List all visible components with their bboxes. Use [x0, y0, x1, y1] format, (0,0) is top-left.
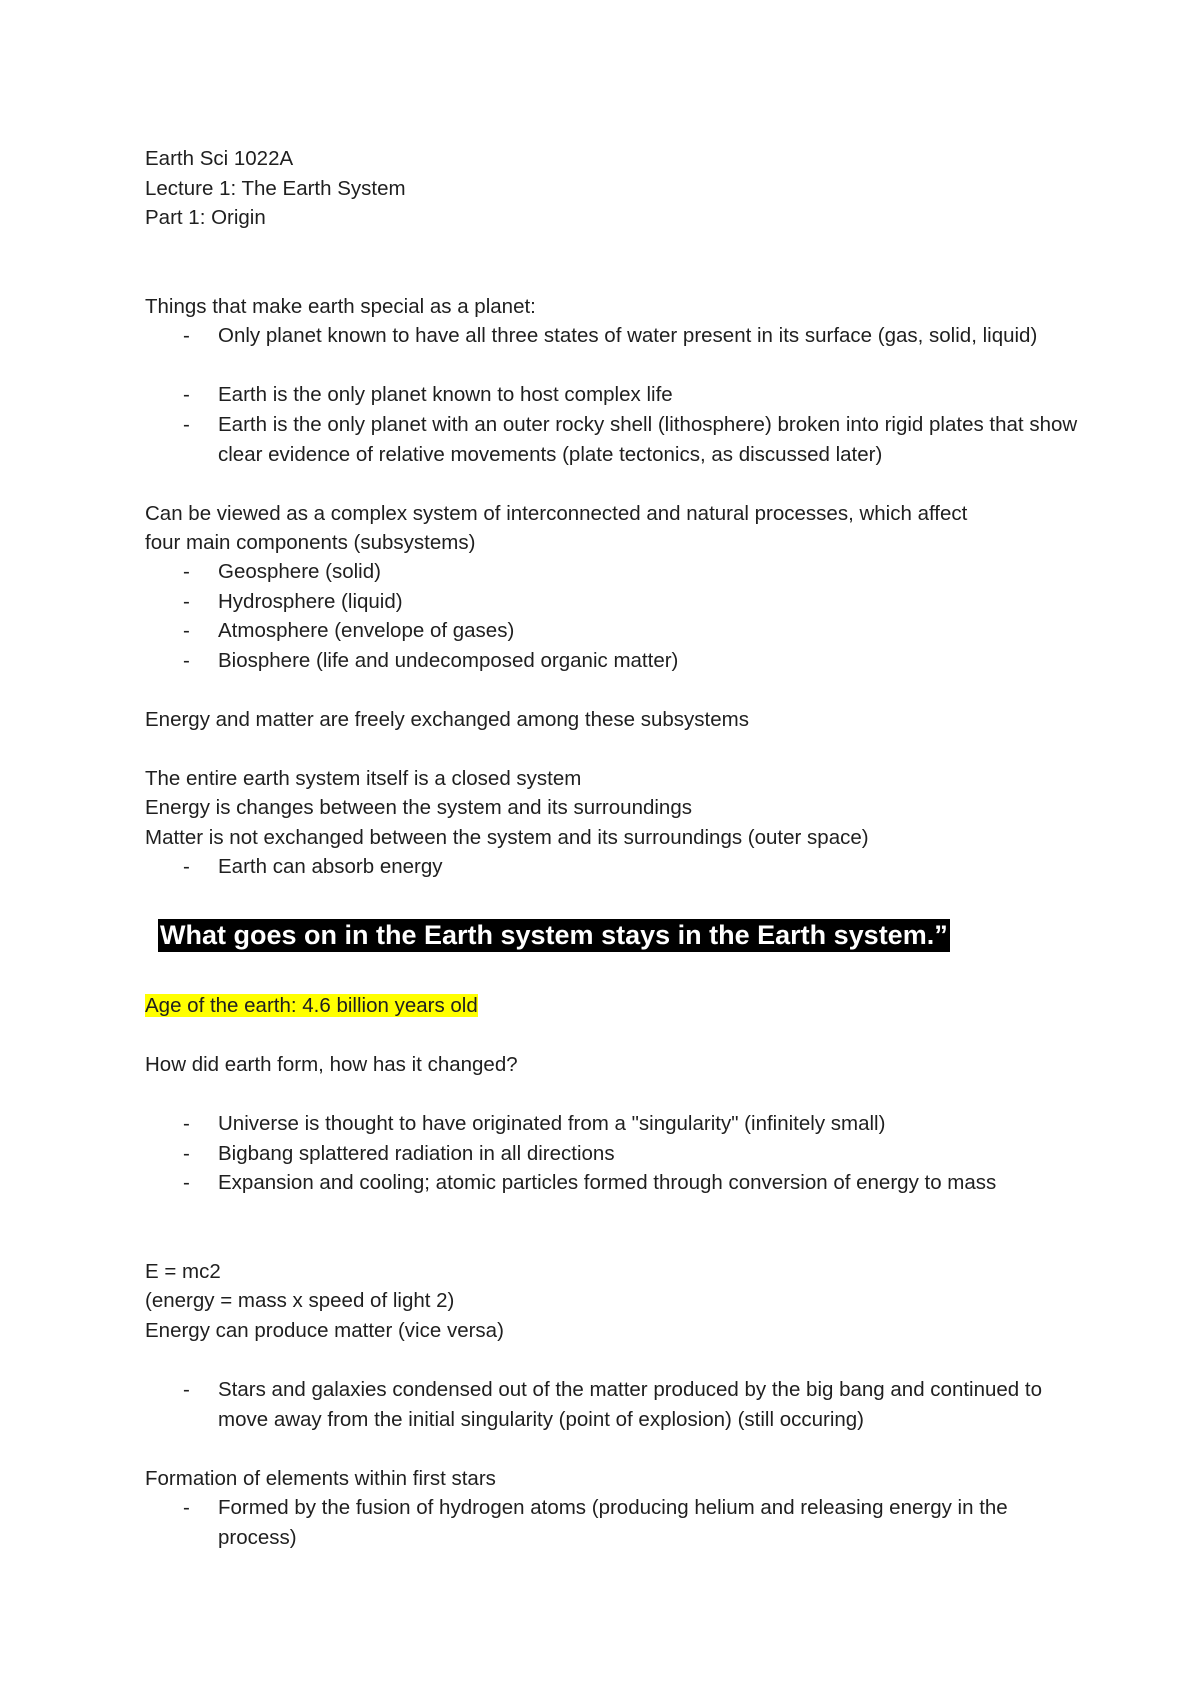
bullet-dash: - [183, 619, 190, 642]
bullet-dash: - [183, 1112, 190, 1135]
system-intro-line1: Can be viewed as a complex system of interconnected and natural processes, which affect [145, 502, 968, 525]
bullet-dash: - [183, 1496, 190, 1519]
elements-heading: Formation of elements within first stars [145, 1467, 496, 1490]
list-item: Atmosphere (envelope of gases) [218, 619, 515, 642]
list-item: Stars and galaxies condensed out of the matter produced by the big bang and continued to move away from the initial singularity (point of explosion) (still occuring) [218, 1378, 1042, 1431]
highlighted-text: Age of the earth: 4.6 billion years old [145, 994, 478, 1017]
list-item: Earth can absorb energy [218, 855, 443, 878]
bullet-dash: - [183, 590, 190, 613]
exchange-text: Energy and matter are freely exchanged among these subsystems [145, 708, 749, 731]
equation: E = mc2 [145, 1260, 221, 1283]
bullet-dash: - [183, 1378, 190, 1401]
list-item: Universe is thought to have originated from a "singularity" (infinitely small) [218, 1112, 886, 1135]
list-item: Biosphere (life and undecomposed organic matter) [218, 649, 679, 672]
list-item: Geosphere (solid) [218, 560, 381, 583]
quote-banner: What goes on in the Earth system stays in the Earth system.” [160, 920, 948, 950]
bullet-dash: - [183, 855, 190, 878]
equation-note: Energy can produce matter (vice versa) [145, 1319, 504, 1342]
list-item: Earth is the only planet known to host complex life [218, 383, 673, 406]
form-question: How did earth form, how has it changed? [145, 1053, 518, 1076]
bullet-dash: - [183, 1142, 190, 1165]
bullet-dash: - [183, 560, 190, 583]
lecture-title: Lecture 1: The Earth System [145, 177, 406, 200]
list-item: Formed by the fusion of hydrogen atoms (producing helium and releasing energy in the process) [218, 1496, 1008, 1549]
bullet-dash: - [183, 324, 190, 347]
age-highlight [145, 994, 478, 1018]
bullet-dash: - [183, 1171, 190, 1194]
list-item: Earth is the only planet with an outer rocky shell (lithosphere) broken into rigid plates that show clear evidence of relative movements (plate tectonics, as discussed later) [218, 413, 1078, 466]
matter-line: Matter is not exchanged between the system and its surroundings (outer space) [145, 826, 869, 849]
part-title: Part 1: Origin [145, 206, 266, 229]
system-intro-line2: four main components (subsystems) [145, 531, 476, 554]
list-item: Only planet known to have all three states of water present in its surface (gas, solid, liquid) [218, 324, 1038, 347]
closed-system-line: The entire earth system itself is a closed system [145, 767, 582, 790]
bullet-dash: - [183, 383, 190, 406]
bullet-dash: - [183, 649, 190, 672]
special-intro: Things that make earth special as a planet: [145, 295, 536, 318]
equation-explanation: (energy = mass x speed of light 2) [145, 1289, 455, 1312]
energy-line: Energy is changes between the system and its surroundings [145, 796, 692, 819]
list-item: Expansion and cooling; atomic particles formed through conversion of energy to mass [218, 1171, 997, 1194]
list-item: Hydrosphere (liquid) [218, 590, 403, 613]
course-title: Earth Sci 1022A [145, 147, 294, 170]
bullet-dash: - [183, 413, 190, 436]
list-item: Bigbang splattered radiation in all directions [218, 1142, 615, 1165]
